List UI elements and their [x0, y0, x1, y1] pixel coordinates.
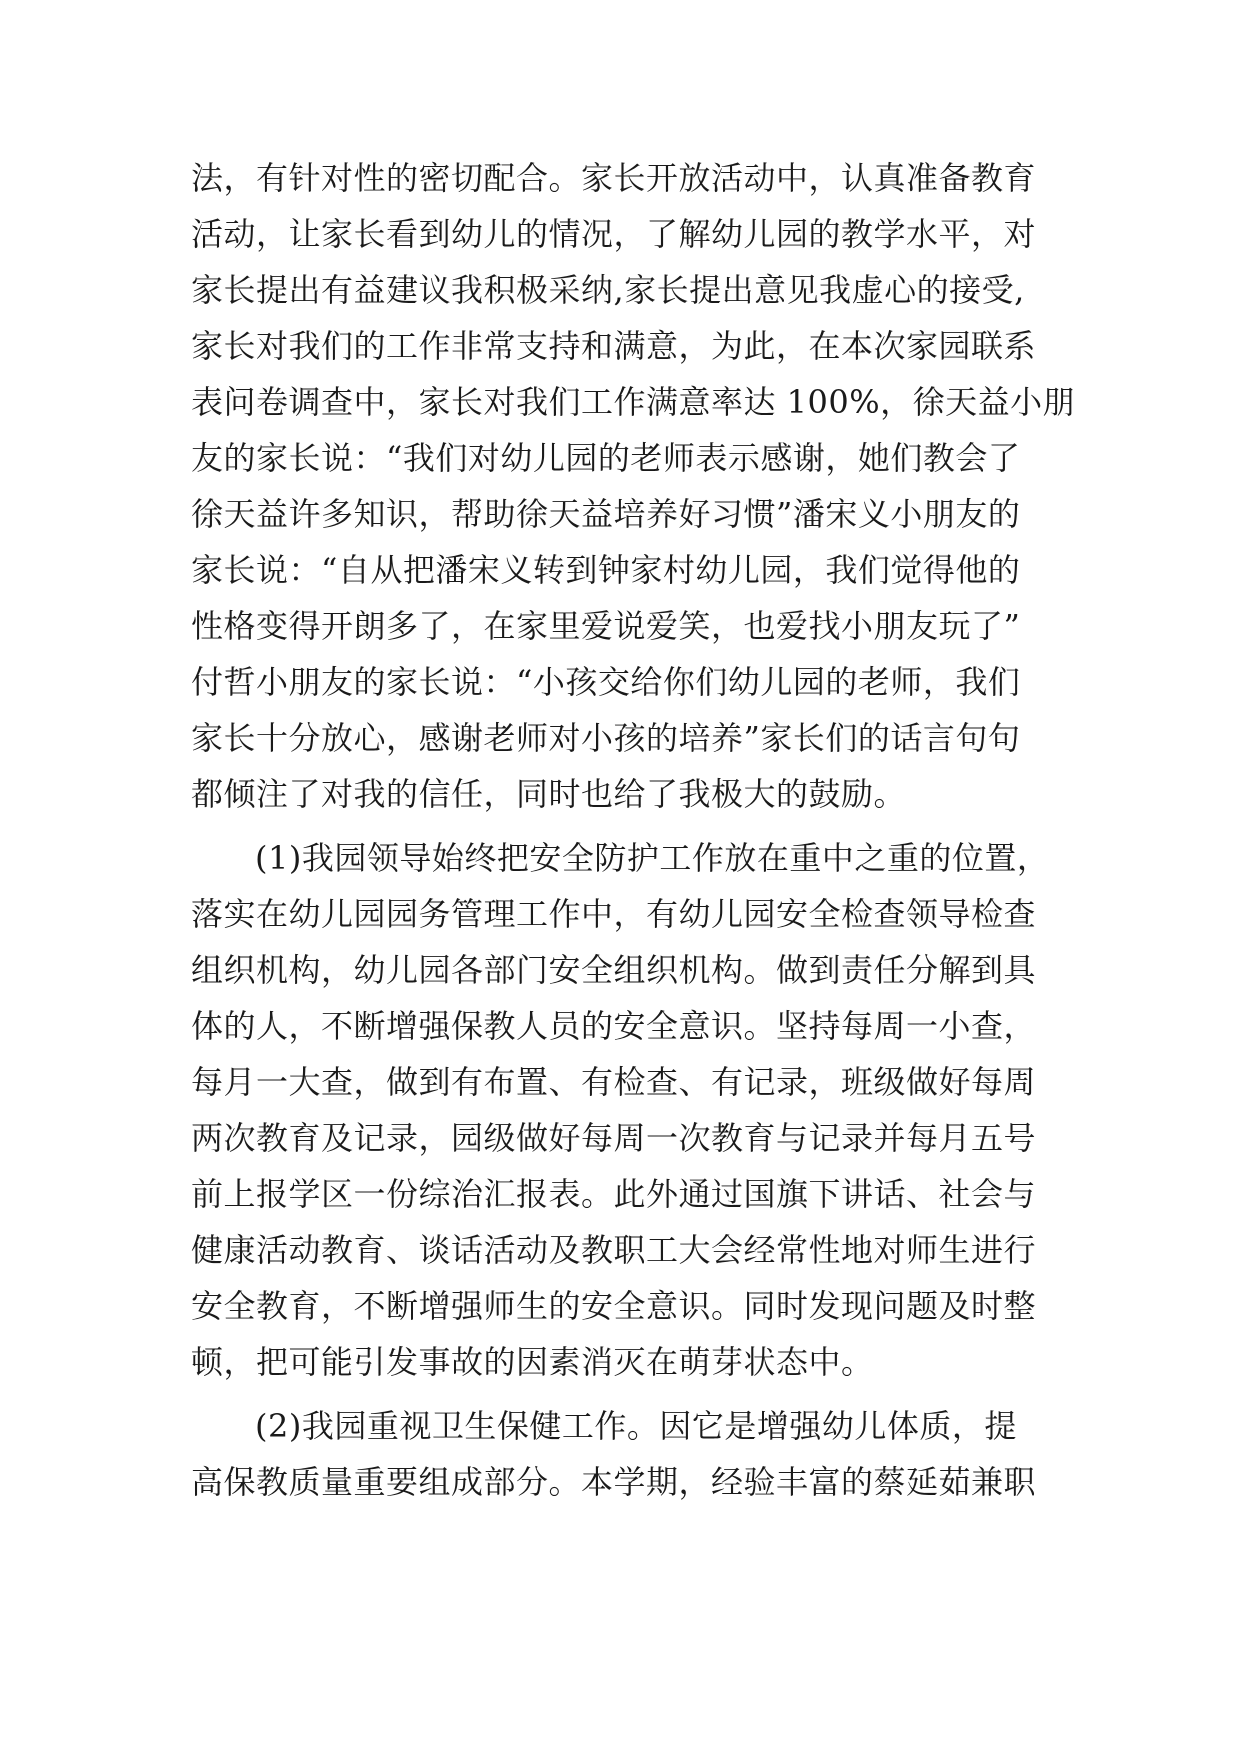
text-line: 家长说：“自从把潘宋义转到钟家村幼儿园，我们觉得他的: [191, 551, 1021, 589]
text-line-indented: (1)我园领导始终把安全防护工作放在重中之重的位置，: [255, 839, 1050, 877]
text-line: 家长十分放心，感谢老师对小孩的培养”家长们的话言句句: [191, 719, 1021, 757]
text-line: 落实在幼儿园园务管理工作中，有幼儿园安全检查领导检查: [191, 895, 1037, 933]
text-line: 都倾注了对我的信任，同时也给了我极大的鼓励。: [191, 775, 907, 813]
text-line: 前上报学区一份综治汇报表。此外通过国旗下讲话、社会与: [191, 1175, 1037, 1213]
text-line-indented: (2)我园重视卫生保健工作。因它是增强幼儿体质，提: [255, 1407, 1017, 1445]
text-line: 家长提出有益建议我积极采纳,家长提出意见我虚心的接受,: [191, 271, 1025, 309]
text-line: 两次教育及记录，园级做好每周一次教育与记录并每月五号: [191, 1119, 1037, 1157]
text-line: 家长对我们的工作非常支持和满意，为此，在本次家园联系: [191, 327, 1037, 365]
text-line: 法，有针对性的密切配合。家长开放活动中，认真准备教育: [191, 159, 1037, 197]
text-line: 健康活动教育、谈话活动及教职工大会经常性地对师生进行: [191, 1231, 1037, 1269]
text-line: 徐天益许多知识，帮助徐天益培养好习惯”潘宋义小朋友的: [191, 495, 1021, 533]
text-line: 组织机构，幼儿园各部门安全组织机构。做到责任分解到具: [191, 951, 1037, 989]
paragraph-gap: [191, 822, 1071, 830]
paragraph-parent-feedback: [191, 150, 1076, 822]
text-line: 安全教育，不断增强师生的安全意识。同时发现问题及时整: [191, 1287, 1037, 1325]
text-line: 表问卷调查中，家长对我们工作满意率达 100%，徐天益小朋: [191, 383, 1076, 421]
text-line: 付哲小朋友的家长说：“小孩交给你们幼儿园的老师，我们: [191, 663, 1021, 701]
text-line: 每月一大查，做到有布置、有检查、有记录，班级做好每周: [191, 1063, 1037, 1101]
text-line: 性格变得开朗多了，在家里爱说爱笑，也爱找小朋友玩了”: [191, 607, 1021, 645]
document-body: [191, 150, 1076, 1510]
paragraph-health-care: [191, 1398, 1071, 1510]
paragraph-safety-work: [191, 830, 1071, 1390]
paragraph-gap: [191, 1390, 1071, 1398]
text-line: 顿，把可能引发事故的因素消灭在萌芽状态中。: [191, 1343, 874, 1381]
text-line: 友的家长说：“我们对幼儿园的老师表示感谢，她们教会了: [191, 439, 1021, 477]
text-line: 体的人，不断增强保教人员的安全意识。坚持每周一小查，: [191, 1007, 1037, 1045]
text-line: 活动，让家长看到幼儿的情况，了解幼儿园的教学水平，对: [191, 215, 1037, 253]
text-line: 高保教质量重要组成部分。本学期，经验丰富的蔡延茹兼职: [191, 1463, 1037, 1501]
